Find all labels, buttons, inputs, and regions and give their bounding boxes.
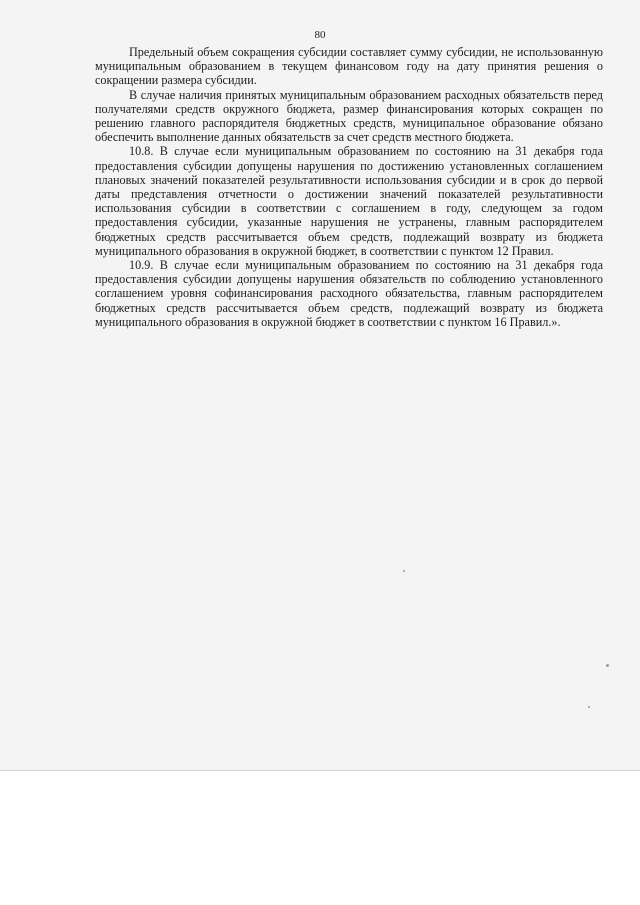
scan-speck [606,664,609,667]
paragraph-10-8: 10.8. В случае если муниципальным образованием по состоянию на 31 декабря года предоставления субсидии допущены нарушения по достижению установленных соглашением плановых значений показателей результативности использования субсидии и в срок до первой даты представления отчетности о достижении значений показателей результативности использования субсидии в соответствии с соглашением в году, следующем за годом предоставления субсидии, указанные нарушения не устранены, главным распорядителем бюджетных средств рассчитывается объем средств, подлежащий возврату из бюджета муниципального образования в окружной бюджет, в соответствии с пунктом 12 Правил. [95,144,603,258]
document-body [95,45,603,329]
scan-speck [588,706,590,708]
paragraph-10-9: 10.9. В случае если муниципальным образованием по состоянию на 31 декабря года предоставления субсидии допущены нарушения обязательств по соблюдению установленного соглашением уровня софинансирования расходного обязательства, главным распорядителем бюджетных средств рассчитывается объем средств, подлежащий возврату из бюджета муниципального образования в окружной бюджет в соответствии с пунктом 16 Правил.». [95,258,603,329]
blank-area [0,771,640,905]
paragraph-subsidy-reduction-limit: Предельный объем сокращения субсидии составляет сумму субсидии, не использованную муниципальным образованием в текущем финансовом году на дату принятия решения о сокращении размера субсидии. [95,45,603,88]
paragraph-municipal-obligations: В случае наличия принятых муниципальным образованием расходных обязательств перед получателями средств окружного бюджета, размер финансирования которых сокращен по решению главного распорядителя бюджетных средств, муниципальное образование обязано обеспечить выполнение данных обязательств за счет средств местного бюджета. [95,87,603,145]
scan-speck [403,570,405,572]
page-number: 80 [314,29,326,41]
